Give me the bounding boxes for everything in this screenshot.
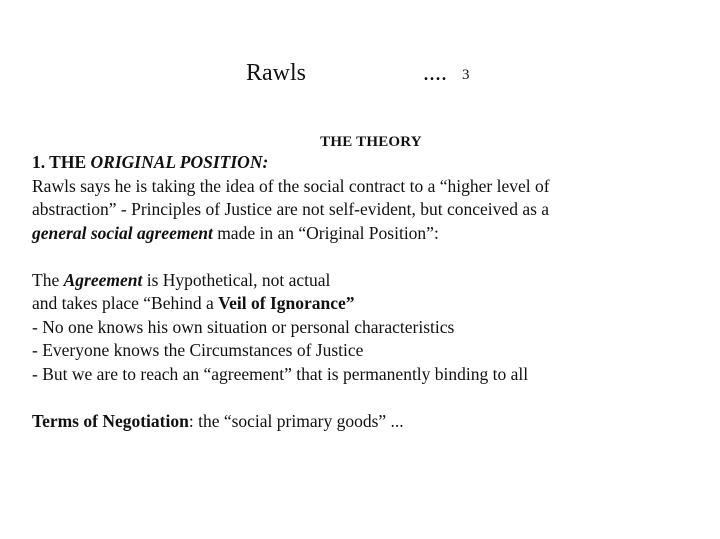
paragraph-line: Rawls says he is taking the idea of the social contract to a “higher level of <box>32 175 550 196</box>
slide-body <box>32 151 702 433</box>
paragraph-line <box>32 292 702 316</box>
paragraph-line <box>32 269 702 293</box>
page-number: 3 <box>462 67 470 83</box>
bold-text: Veil of Ignorance” <box>218 293 355 313</box>
emphasis-text: general social agreement <box>32 222 213 243</box>
plain-text: made in an “Original Position”: <box>212 222 439 243</box>
plain-text: and takes place “Behind a <box>32 293 219 313</box>
subsection-title <box>32 151 702 175</box>
terms-line <box>32 410 702 434</box>
terms-text: : the “social primary goods” ... <box>188 410 404 431</box>
subsection-name: ORIGINAL POSITION: <box>90 152 269 172</box>
bullet-item: - Everyone knows the Circumstances of Justice <box>32 340 364 360</box>
subsection-number: 1. THE <box>32 152 91 172</box>
title-ellipsis: .... <box>423 60 447 86</box>
plain-text: The <box>32 269 64 290</box>
paragraph-line <box>32 222 702 246</box>
title-row <box>0 58 720 94</box>
spacer <box>32 245 702 269</box>
bullet-item: - But we are to reach an “agreement” that is permanently binding to all <box>32 363 529 384</box>
slide-title: Rawls <box>246 60 306 86</box>
section-heading: THE THEORY <box>320 134 422 150</box>
terms-label: Terms of Negotiation <box>32 410 189 431</box>
bullet-item: - No one knows his own situation or personal characteristics <box>32 316 455 337</box>
paragraph-line: abstraction” - Principles of Justice are not self-evident, but conceived as a <box>32 199 550 219</box>
emphasis-text: Agreement <box>63 269 143 290</box>
spacer <box>32 386 702 410</box>
plain-text: is Hypothetical, not actual <box>142 269 331 290</box>
